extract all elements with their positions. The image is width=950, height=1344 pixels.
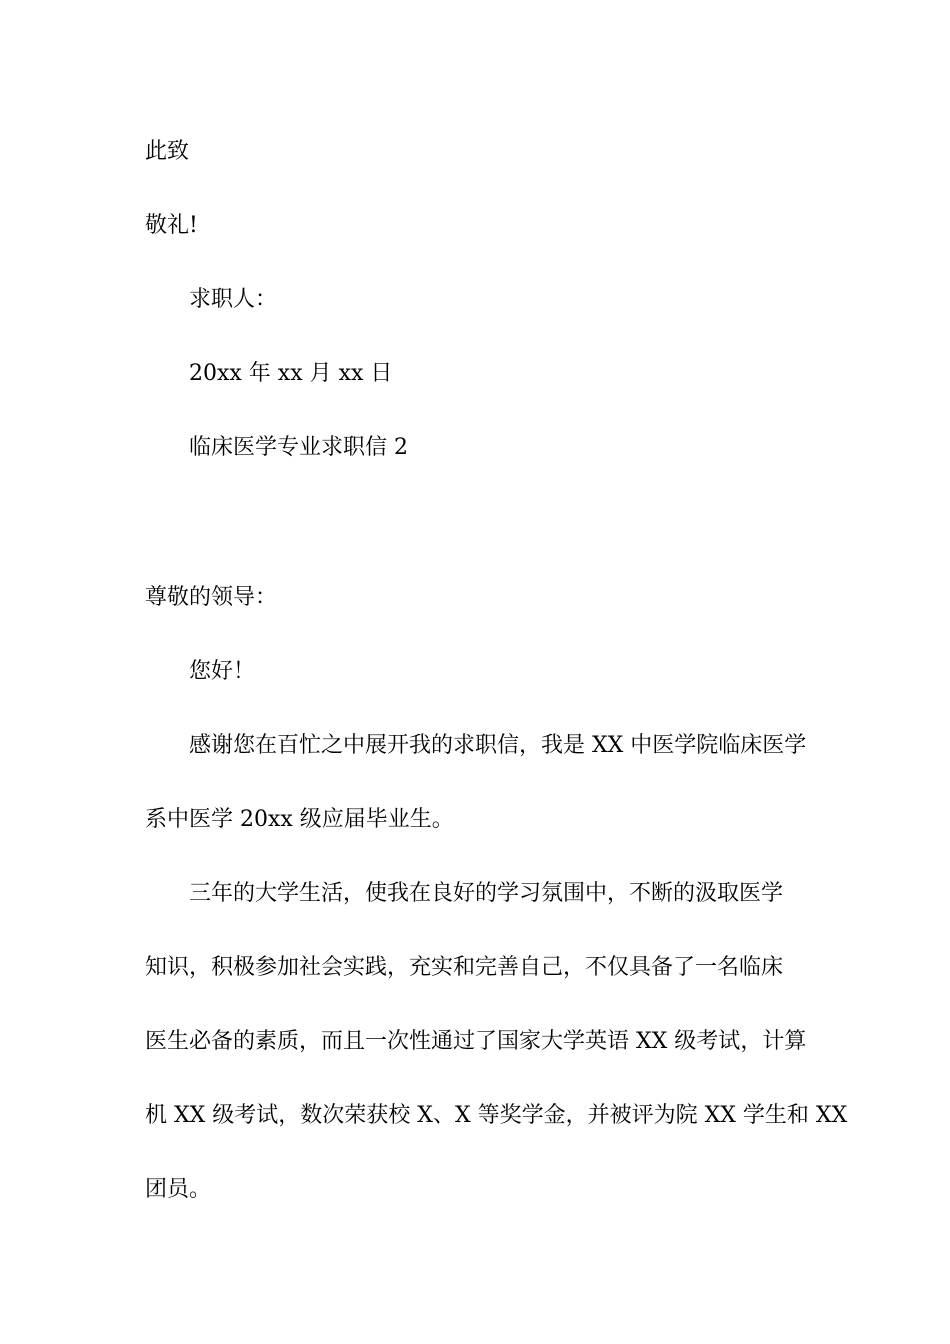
closing-salutation-1: 此致	[145, 139, 190, 164]
paragraph-2-line-1: 三年的大学生活，使我在良好的学习氛围中，不断的汲取医学	[189, 881, 784, 906]
hello-line: 您好！	[189, 659, 256, 684]
paragraph-2-line-3: 医生必备的素质，而且一次性通过了国家大学英语 XX 级考试，计算	[145, 1029, 807, 1054]
paragraph-2-line-2: 知识，积极参加社会实践，充实和完善自己，不仅具备了一名临床	[145, 955, 784, 980]
signer-label: 求职人：	[189, 287, 278, 312]
paragraph-2-line-4: 机 XX 级考试，数次荣获校 X、X 等奖学金，并被评为院 XX 学生和 XX	[145, 1103, 848, 1128]
closing-salutation-2: 敬礼!	[145, 213, 198, 238]
paragraph-2-line-5: 团员。	[145, 1177, 212, 1202]
letter-date: 20xx 年 xx 月 xx 日	[189, 361, 393, 386]
paragraph-1-line-1: 感谢您在百忙之中展开我的求职信，我是 XX 中医学院临床医学	[189, 733, 807, 758]
section-title: 临床医学专业求职信 2	[189, 435, 408, 460]
greeting: 尊敬的领导：	[145, 585, 278, 610]
paragraph-1-line-2: 系中医学 20xx 级应届毕业生。	[145, 807, 454, 832]
